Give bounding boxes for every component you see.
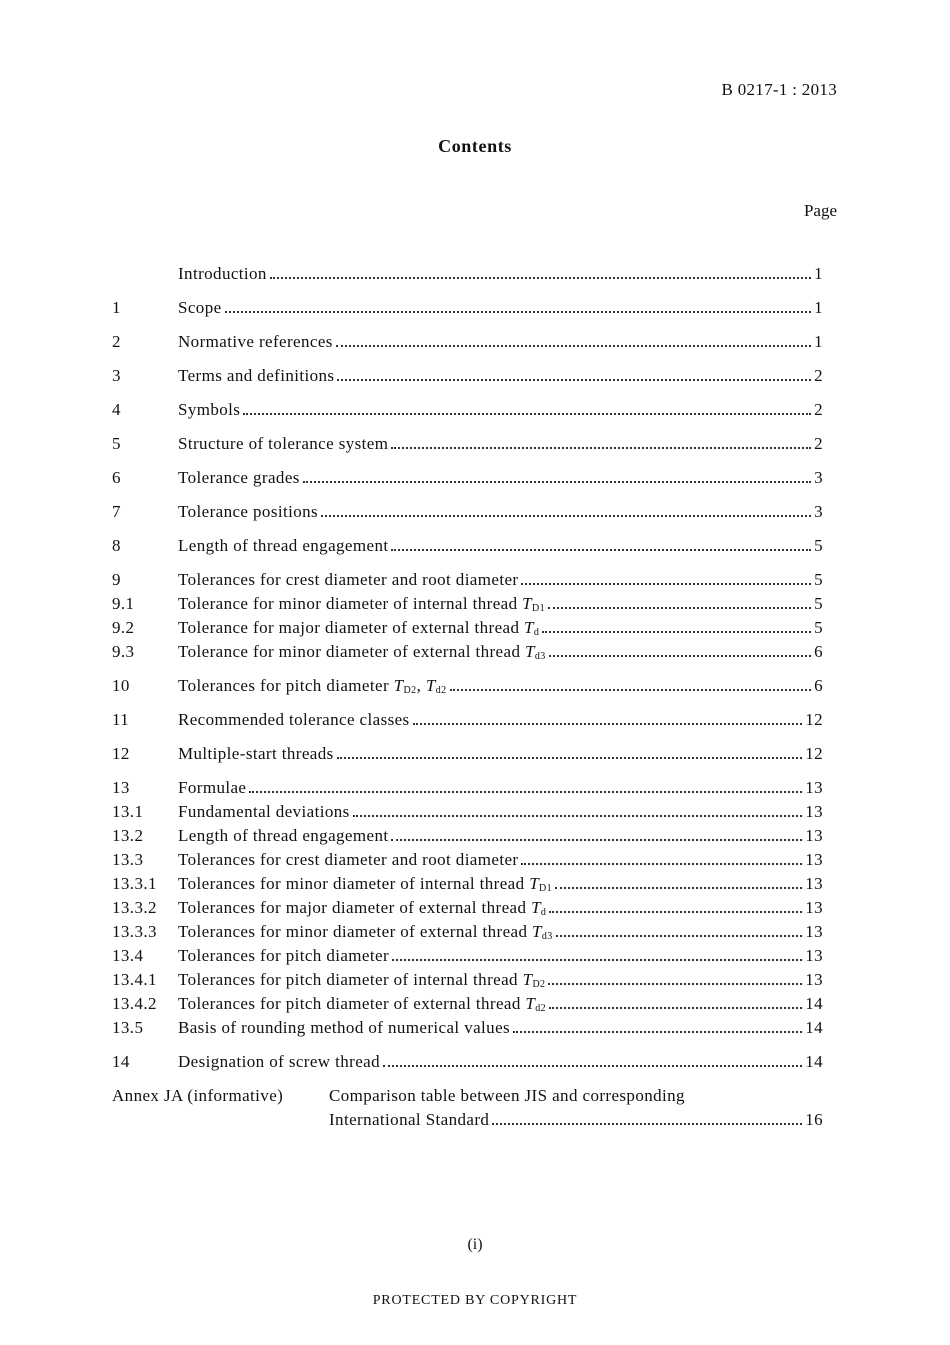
toc-symbol: T	[525, 994, 536, 1013]
toc-entry-title-text: Tolerances for crest diameter and root diameter	[178, 850, 519, 869]
dot-leader	[413, 723, 803, 725]
toc-entry-number: 12	[112, 744, 130, 763]
toc-entry-number: 5	[112, 434, 121, 453]
dot-leader	[249, 791, 802, 793]
annex-title-line1: Comparison table between JIS and corresponding	[329, 1086, 685, 1105]
toc-symbol-subscript: D2	[532, 979, 546, 990]
toc-entry[interactable]	[112, 466, 823, 490]
toc-entry-page: 5	[814, 570, 823, 589]
dot-leader	[391, 549, 811, 551]
dot-leader	[336, 345, 811, 347]
toc-entry-title-text: Symbols	[178, 400, 241, 419]
toc-entry-page: 5	[814, 594, 823, 613]
toc-entry-number: 13.4.2	[112, 994, 157, 1013]
toc-entry[interactable]	[112, 534, 823, 558]
toc-entry-title-text: Designation of screw thread	[178, 1052, 380, 1071]
toc-entry-number: 13.5	[112, 1018, 144, 1037]
toc-entry-number: 8	[112, 536, 121, 555]
toc-entry[interactable]	[112, 640, 823, 664]
dot-leader	[337, 757, 803, 759]
toc-entry-title-text: Tolerances for pitch diameter	[178, 946, 390, 965]
toc-entry-page: 13	[805, 850, 823, 869]
toc-entry[interactable]	[112, 1050, 823, 1074]
dot-leader	[243, 413, 811, 415]
toc-symbol-subscript: D1	[539, 883, 553, 894]
toc-entry-number: 9	[112, 570, 121, 589]
toc-entry-title	[178, 776, 246, 800]
dot-leader	[270, 277, 811, 279]
toc-entry[interactable]	[112, 262, 823, 286]
toc-entry-title-text: Tolerance grades	[178, 468, 300, 487]
toc-entry-number: 10	[112, 676, 130, 695]
dot-leader	[513, 1031, 802, 1033]
toc-entry[interactable]	[112, 824, 823, 848]
toc-entry[interactable]	[112, 800, 823, 824]
toc-entry[interactable]	[112, 500, 823, 524]
toc-symbol-subscript: d3	[534, 651, 546, 662]
page-number: (i)	[467, 1236, 483, 1253]
toc-entry-title-text: Tolerance for minor diameter of internal thread	[178, 594, 523, 613]
toc-entry-number: 13.4.1	[112, 970, 157, 989]
toc-entry-number: 13.3	[112, 850, 144, 869]
toc-entry-title-text: Tolerance for minor diameter of external thread	[178, 642, 525, 661]
toc-entry-title	[178, 800, 350, 824]
dot-leader	[521, 863, 802, 865]
dot-leader	[225, 311, 812, 313]
toc-entry-title	[178, 944, 389, 968]
toc-entry-title	[178, 364, 334, 388]
toc-entry[interactable]	[112, 872, 823, 896]
toc-entry-title	[178, 500, 318, 524]
toc-entry-page: 5	[814, 536, 823, 555]
document-id: B 0217-1 : 2013	[721, 80, 837, 99]
toc-entry-page: 12	[805, 710, 823, 729]
annex-entry-continued[interactable]	[112, 1108, 823, 1132]
toc-symbol: T	[425, 676, 436, 695]
toc-entry-title-text: Tolerance for major diameter of external thread	[178, 618, 525, 637]
toc-entry-title-text: Tolerances for pitch diameter of external thread	[178, 994, 526, 1013]
toc-entry-title-text: Structure of tolerance system	[178, 434, 389, 453]
toc-entry-page: 13	[805, 970, 823, 989]
toc-entry-title	[178, 640, 546, 669]
toc-entry[interactable]	[112, 1016, 823, 1040]
toc-entry[interactable]	[112, 592, 823, 616]
toc-entry-title-text: Terms and definitions	[178, 366, 335, 385]
annex-label: Annex JA (informative)	[112, 1086, 284, 1105]
copyright-notice: PROTECTED BY COPYRIGHT	[372, 1293, 578, 1308]
toc-entry-number: 13.1	[112, 802, 144, 821]
toc-entry-number: 3	[112, 366, 121, 385]
toc-entry-page: 13	[805, 874, 823, 893]
dot-leader	[383, 1065, 802, 1067]
toc-symbol-subscript: d	[540, 907, 547, 918]
toc-entry[interactable]	[112, 920, 823, 944]
toc-entry-number: 9.2	[112, 618, 135, 637]
toc-entry-title	[178, 568, 518, 592]
toc-entry-number: 13.3.3	[112, 922, 157, 941]
toc-entry[interactable]	[112, 674, 823, 698]
toc-entry[interactable]	[112, 776, 823, 800]
dot-leader	[542, 631, 811, 633]
toc-symbol-subscript: D2	[403, 685, 417, 696]
toc-entry-title	[178, 330, 333, 354]
dot-leader	[556, 935, 803, 937]
toc-entry-number: 7	[112, 502, 121, 521]
toc-entry-number: 6	[112, 468, 121, 487]
toc-entry-title	[178, 708, 410, 732]
toc-symbol-subscript: d	[533, 627, 540, 638]
toc-entry-page: 13	[805, 802, 823, 821]
dot-leader	[392, 959, 802, 961]
toc-entry-title-text: Tolerances for minor diameter of external thread	[178, 922, 533, 941]
dot-leader	[521, 583, 811, 585]
toc-entry[interactable]	[112, 992, 823, 1016]
toc-entry-title-text: Length of thread engagement	[178, 826, 389, 845]
toc-entry[interactable]	[112, 896, 823, 920]
toc-entry-number: 13.4	[112, 946, 144, 965]
toc-entry-title-text: Formulae	[178, 778, 247, 797]
toc-entry-title	[178, 1050, 380, 1074]
toc-entry[interactable]	[112, 616, 823, 640]
dot-leader	[450, 689, 812, 691]
toc-entry-title	[178, 674, 447, 703]
toc-entry-page: 3	[814, 502, 823, 521]
toc-entry-title-text: Tolerances for pitch diameter of internal thread	[178, 970, 523, 989]
toc-entry-title	[178, 398, 240, 422]
toc-entry-number: 4	[112, 400, 121, 419]
toc-symbol-subscript: D1	[532, 603, 546, 614]
toc-entry[interactable]	[112, 432, 823, 456]
toc-entry-page: 14	[805, 1052, 823, 1071]
dot-leader	[391, 839, 802, 841]
dot-leader	[321, 515, 811, 517]
toc-entry-title-text: Tolerances for minor diameter of internal thread	[178, 874, 530, 893]
toc-entry-number: 11	[112, 710, 130, 729]
dot-leader	[391, 447, 811, 449]
toc-symbol-subscript: d2	[535, 1003, 547, 1014]
toc-entry-number: 13	[112, 778, 130, 797]
toc-entry-title-text: Multiple-start threads	[178, 744, 334, 763]
toc-entry-number: 13.2	[112, 826, 144, 845]
toc-entry[interactable]	[112, 968, 823, 992]
toc-symbol: T	[532, 922, 542, 941]
dot-leader	[303, 481, 811, 483]
dot-leader	[337, 379, 811, 381]
dot-leader	[555, 887, 802, 889]
toc-entry-title-text: Tolerances for pitch diameter	[178, 676, 394, 695]
toc-entry-title	[178, 466, 300, 490]
toc-entry-title	[178, 432, 388, 456]
toc-symbol: T	[393, 676, 404, 695]
toc-entry[interactable]	[112, 568, 823, 592]
toc-entry-page: 3	[814, 468, 823, 487]
toc-entry-page: 6	[814, 676, 823, 695]
toc-symbol-subscript: d2	[435, 685, 447, 696]
toc-symbol: T	[522, 970, 533, 989]
toc-entry-page: 2	[814, 366, 823, 385]
toc-entry-page: 5	[814, 618, 823, 637]
toc-symbol: T	[529, 874, 540, 893]
toc-entry-page: 1	[814, 298, 823, 317]
toc-entry-title-text: Basis of rounding method of numerical values	[178, 1018, 511, 1037]
toc-entry-number: 1	[112, 298, 121, 317]
toc-entry-page: 1	[814, 264, 823, 283]
dot-leader	[549, 1007, 802, 1009]
toc-entry-title-text: Recommended tolerance classes	[178, 710, 410, 729]
toc-entry-title-text: Tolerances for crest diameter and root diameter	[178, 570, 519, 589]
toc-entry-page: 2	[814, 400, 823, 419]
toc-symbol: T	[524, 618, 534, 637]
toc-entry-title	[178, 824, 388, 848]
dot-leader	[548, 983, 802, 985]
toc-entry-title	[178, 262, 267, 286]
toc-entry-title-text: Tolerances for major diameter of external thread	[178, 898, 532, 917]
toc-entry-title	[178, 1016, 510, 1040]
toc-symbol: T	[531, 898, 541, 917]
toc-entry-page: 13	[805, 946, 823, 965]
dot-leader	[549, 911, 802, 913]
toc-entry[interactable]	[112, 296, 823, 320]
toc-entry-title-text: Normative references	[178, 332, 333, 351]
toc-entry[interactable]	[112, 848, 823, 872]
toc-entry[interactable]	[112, 364, 823, 388]
table-of-contents	[112, 262, 823, 1132]
toc-entry[interactable]	[112, 708, 823, 732]
dot-leader	[549, 655, 811, 657]
toc-entry-page: 6	[814, 642, 823, 661]
toc-entry[interactable]	[112, 742, 823, 766]
dot-leader	[548, 607, 811, 609]
annex-title-line2: International Standard	[329, 1110, 490, 1129]
toc-entry-number: 9.3	[112, 642, 135, 661]
toc-entry-number: 13.3.1	[112, 874, 157, 893]
toc-entry-title	[178, 742, 334, 766]
toc-entry-page: 13	[805, 898, 823, 917]
toc-entry-page: 13	[805, 826, 823, 845]
toc-entry[interactable]	[112, 398, 823, 422]
toc-symbol-separator: ,	[416, 676, 426, 695]
toc-entry-page: 2	[814, 434, 823, 453]
dot-leader	[353, 815, 803, 817]
toc-entry-page: 14	[805, 994, 823, 1013]
toc-symbol: T	[522, 594, 533, 613]
toc-entry-number: 13.3.2	[112, 898, 157, 917]
toc-entry-page: 1	[814, 332, 823, 351]
page-column-header: Page	[803, 201, 837, 220]
toc-entry-title	[178, 534, 388, 558]
toc-entry-title-text: Length of thread engagement	[178, 536, 389, 555]
toc-entry-page: 12	[805, 744, 823, 763]
toc-entry[interactable]	[112, 330, 823, 354]
dot-leader	[492, 1123, 802, 1125]
toc-entry-number: 2	[112, 332, 121, 351]
toc-entry-title-text: Tolerance positions	[178, 502, 319, 521]
toc-entry-title-text: Fundamental deviations	[178, 802, 350, 821]
toc-entry-number: 14	[112, 1052, 130, 1071]
toc-entry-page: 13	[805, 778, 823, 797]
contents-title: Contents	[438, 136, 512, 156]
toc-entry-page: 13	[805, 922, 823, 941]
toc-entry-title-text: Scope	[178, 298, 222, 317]
toc-entry-title	[178, 296, 222, 320]
toc-symbol-subscript: d3	[541, 931, 553, 942]
toc-entry-title	[178, 848, 518, 872]
toc-entry-title-text: Introduction	[178, 264, 267, 283]
toc-entry-number: 9.1	[112, 594, 135, 613]
annex-page: 16	[805, 1110, 823, 1129]
annex-entry[interactable]	[112, 1084, 823, 1108]
toc-symbol: T	[525, 642, 535, 661]
toc-entry-page: 14	[805, 1018, 823, 1037]
